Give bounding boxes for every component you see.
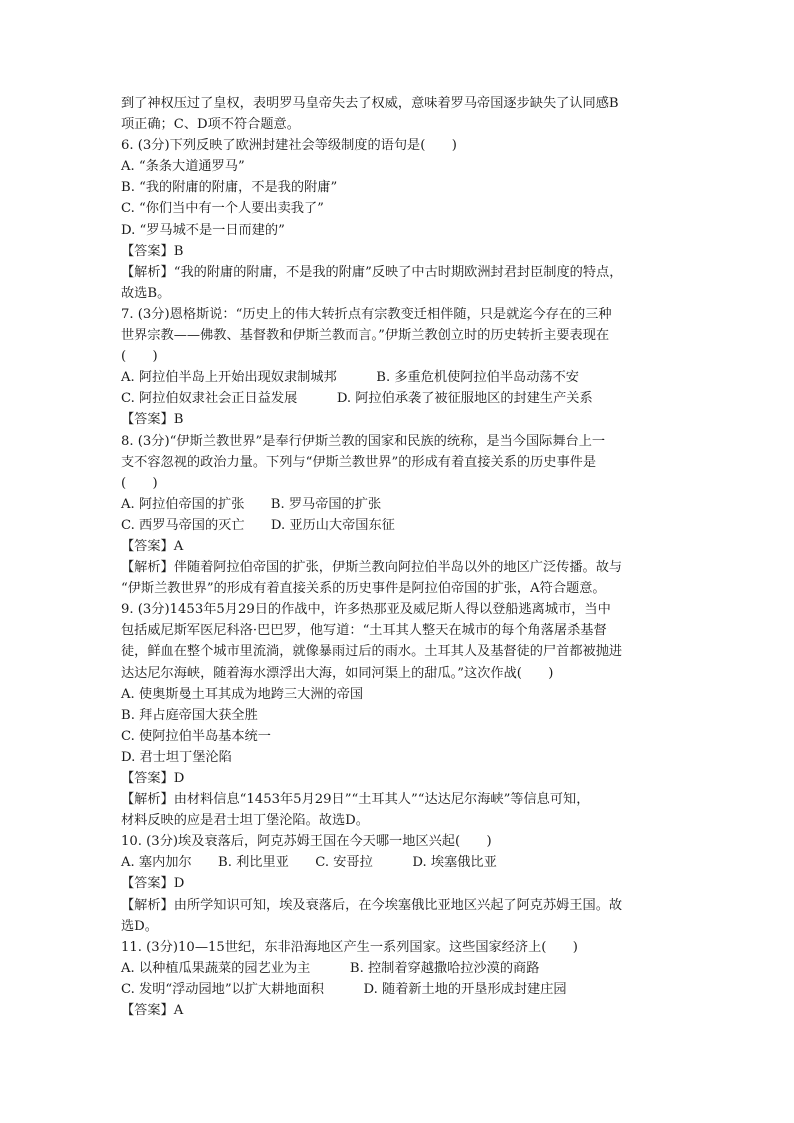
question-7: 7. (3分)恩格斯说：“历史上的伟大转折点有宗教变迁相伴随，只是就迄今存在的三种 <box>121 306 612 322</box>
option-b: B. 拜占庭帝国大获全胜 <box>121 707 258 723</box>
analysis: 【解析】由材料信息“1453年5月29日”“土耳其人”“达达尼尔海峡”等信息可知， <box>121 792 590 808</box>
question-8: 支不容忽视的政治力量。下列与“伊斯兰教世界”的形成有着直接关系的历史事件是 <box>121 454 597 470</box>
text-line: 到了神权压过了皇权，表明罗马皇帝失去了权威，意味着罗马帝国逐步缺失了认同感B <box>121 96 619 111</box>
question-10: 10. (3分)埃及衰落后，阿克苏姆王国在今天哪一地区兴起( ) <box>121 834 492 850</box>
document-body <box>121 93 681 1021</box>
option-d: D. “罗马城不是一日而建的” <box>121 222 285 238</box>
option-a: A. 使奥斯曼土耳其成为地跨三大洲的帝国 <box>121 686 364 702</box>
question-6: 6. (3分)下列反映了欧洲封建社会等级制度的语句是( ) <box>121 138 457 154</box>
analysis: 【解析】“我的附庸的附庸，不是我的附庸”反映了中古时期欧洲封君封臣制度的特点， <box>121 264 623 280</box>
analysis: 选D。 <box>121 918 158 934</box>
question-8: 8. (3分)“伊斯兰教世界”是奉行伊斯兰教的国家和民族的统称，是当今国际舞台上一 <box>121 433 606 449</box>
question-9: 徒，鲜血在整个城市里流淌，就像暴雨过后的雨水。土耳其人及基督徒的尸首都被抛进 <box>121 644 623 660</box>
option-a: A. “条条大道通罗马” <box>121 159 245 175</box>
answer: 【答案】B <box>121 412 184 428</box>
answer: 【答案】B <box>121 243 184 259</box>
question-8: ( ) <box>121 475 158 491</box>
question-7: 世界宗教——佛教、基督教和伊斯兰教而言。”伊斯兰教创立时的历史转折主要表现在 <box>121 328 610 344</box>
analysis: 故选B。 <box>121 285 171 301</box>
answer: 【答案】D <box>121 876 185 892</box>
analysis: 【解析】由所学知识可知，埃及衰落后，在今埃塞俄比亚地区兴起了阿克苏姆王国。故 <box>121 897 623 913</box>
answer: 【答案】A <box>121 1003 184 1019</box>
analysis: 【解析】伴随着阿拉伯帝国的扩张，伊斯兰教向阿拉伯半岛以外的地区广泛传播。故与 <box>121 560 623 576</box>
option-c: C. 使阿拉伯半岛基本统一 <box>121 728 271 744</box>
option-c: C. “你们当中有一个人要出卖我了” <box>121 201 324 217</box>
answer: 【答案】D <box>121 771 185 786</box>
options-cd: C. 发明“浮动园地”以扩大耕地面积 D. 随着新土地的开垦形成封建庄园 <box>121 981 567 997</box>
question-9: 9. (3分)1453年5月29日的作战中，许多热那亚及威尼斯人得以登船逃离城市，当中 <box>121 602 611 618</box>
option-b: B. “我的附庸的附庸，不是我的附庸” <box>121 180 338 196</box>
options-cd: C. 阿拉伯奴隶社会正日益发展 D. 阿拉伯承袭了被征服地区的封建生产关系 <box>121 391 593 407</box>
question-9: 达达尼尔海峡，随着海水漂浮出大海，如同河渠上的甜瓜。”这次作战( ) <box>121 665 554 681</box>
options-ab: A. 以种植瓜果蔬菜的园艺业为主 B. 控制着穿越撒哈拉沙漠的商路 <box>121 960 540 976</box>
question-7: ( ) <box>121 349 158 365</box>
answer: 【答案】A <box>121 538 184 554</box>
question-11: 11. (3分)10—15世纪，东非沿海地区产生一系列国家。这些国家经济上( ) <box>121 939 578 955</box>
options-ab: A. 阿拉伯帝国的扩张 B. 罗马帝国的扩张 <box>121 496 382 512</box>
text-line: 项正确；C、D项不符合题意。 <box>121 117 300 133</box>
analysis: 材料反映的应是君士坦丁堡沦陷。故选D。 <box>121 813 369 829</box>
options-abcd: A. 塞内加尔 B. 利比里亚 C. 安哥拉 D. 埃塞俄比亚 <box>121 855 497 871</box>
analysis: “伊斯兰教世界”的形成有着直接关系的历史事件是阿拉伯帝国的扩张，A符合题意。 <box>121 581 606 597</box>
option-d: D. 君士坦丁堡沦陷 <box>121 749 232 765</box>
options-ab: A. 阿拉伯半岛上开始出现奴隶制城邦 B. 多重危机使阿拉伯半岛动荡不安 <box>121 370 579 386</box>
options-cd: C. 西罗马帝国的灭亡 D. 亚历山大帝国东征 <box>121 517 395 533</box>
question-9: 包括威尼斯军医尼科洛·巴巴罗，他写道：“土耳其人整天在城市的每个角落屠杀基督 <box>121 623 607 639</box>
